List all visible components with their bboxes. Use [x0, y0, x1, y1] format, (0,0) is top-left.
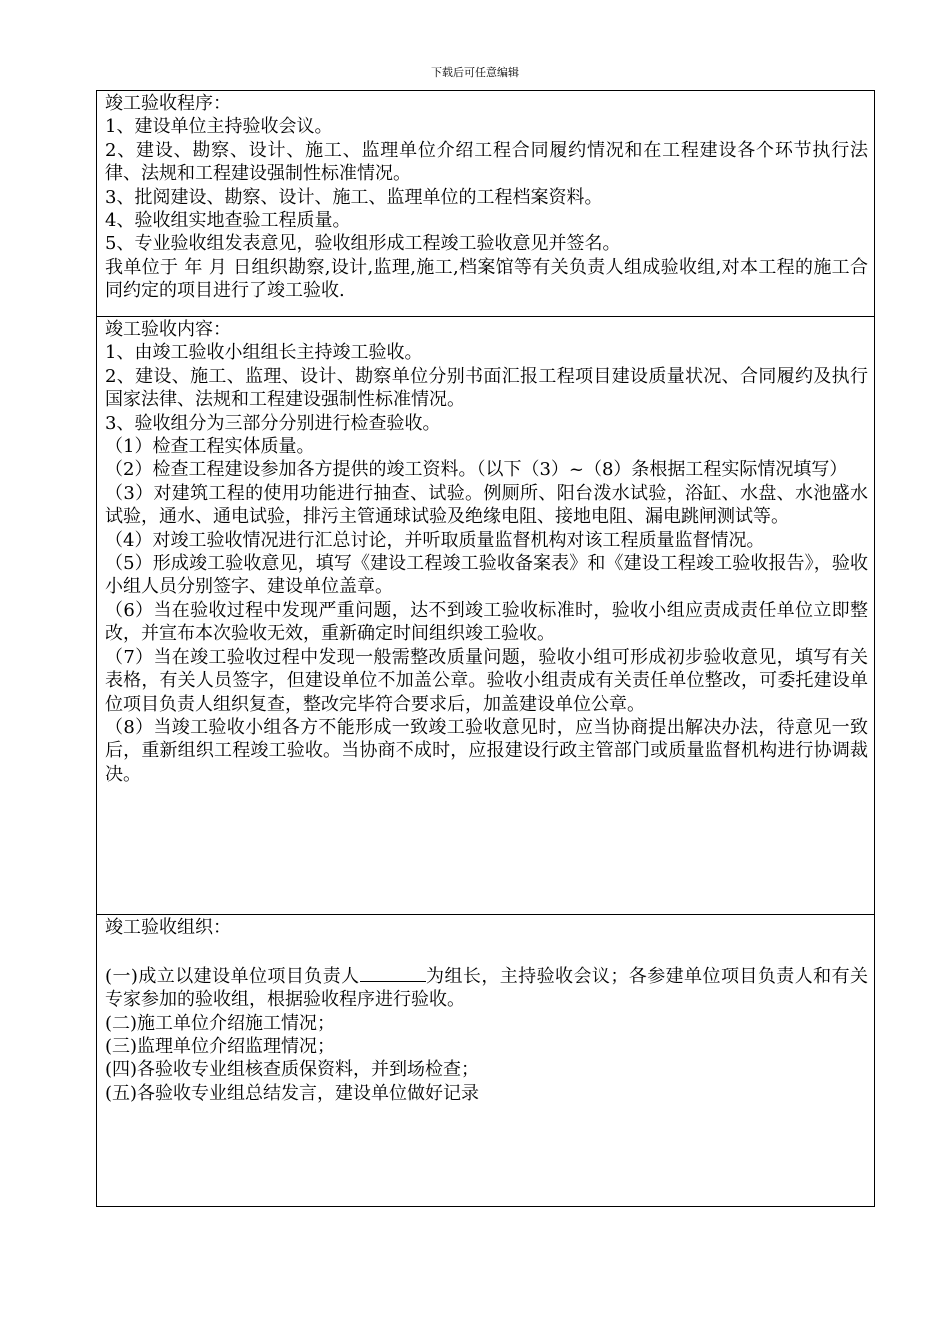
section-content: [97, 317, 874, 915]
organization-item: (四)各验收专业组核查质保资料，并到场检查；: [105, 1059, 480, 1081]
content-line: （4）对竣工验收情况进行汇总讨论，并听取质量监督机构对该工程质量监督情况。: [105, 529, 765, 551]
content-line: 2、建设、施工、监理、设计、勘察单位分别书面汇报工程项目建设质量状况、合同履约及执行国家法律、法规和工程建设强制性标准情况。: [105, 365, 868, 411]
content-line: 3、验收组分为三部分分别进行检查验收。: [105, 412, 441, 434]
content-line: 1、由竣工验收小组组长主持竣工验收。: [105, 342, 423, 364]
procedure-line: 2、建设、勘察、设计、施工、监理单位介绍工程合同履约情况和在工程建设各个环节执行法律、法规和工程建设强制性标准情况。: [105, 139, 868, 185]
organization-item: (三)监理单位介绍监理情况；: [105, 1036, 336, 1058]
content-line: （3）对建筑工程的使用功能进行抽查、试验。例厕所、阳台泼水试验，浴缸、水盘、水池盛水试验，通水、通电试验，排污主管通球试验及绝缘电阻、接地电阻、漏电跳闸测试等。: [105, 482, 868, 528]
content-line: （2）检查工程建设参加各方提供的竣工资料。（以下（3）~（8）条根据工程实际情况填写）: [105, 459, 848, 481]
section-title: 竣工验收内容：: [105, 319, 231, 340]
content-line: （1）检查工程实体质量。: [105, 436, 315, 458]
section-organization: [97, 915, 874, 1206]
blank-line: [105, 939, 868, 962]
section-title: 竣工验收程序：: [105, 93, 231, 114]
organization-item: (二)施工单位介绍施工情况；: [105, 1012, 336, 1034]
content-line: （8）当竣工验收小组各方不能形成一致竣工验收意见时，应当协商提出解决办法，待意见一致后，重新组织工程竣工验收。当协商不成时，应报建设行政主管部门或质量监督机构进行协调裁决。: [105, 716, 868, 785]
header-note: 下载后可任意编辑: [431, 66, 519, 79]
content-line: （5）形成竣工验收意见，填写《建设工程竣工验收备案表》和《建设工程竣工验收报告》，验收小组人员分别签字、建设单位盖章。: [105, 553, 868, 598]
organization-item-1-before: (一)成立以建设单位项目负责人: [105, 965, 360, 987]
procedure-line: 4、验收组实地查验工程质量。: [105, 210, 351, 232]
procedure-statement: 我单位于 年 月 日组织勘察,设计,监理,施工,档案馆等有关负责人组成验收组,对本工程的施工合同约定的项目进行了竣工验收.: [105, 256, 868, 302]
acceptance-table: [96, 90, 875, 1207]
organization-item: (五)各验收专业组总结发言，建设单位做好记录: [105, 1082, 480, 1104]
procedure-line: 1、建设单位主持验收会议。: [105, 116, 333, 138]
procedure-line: 3、批阅建设、勘察、设计、施工、监理单位的工程档案资料。: [105, 186, 603, 208]
organization-item-1: [105, 963, 868, 1012]
organization-item-1-after: 为组长，主持验收会议；各参建单位项目负责人和有关专家参加的验收组，根据验收程序进行验收。: [105, 965, 869, 1011]
section-title: 竣工验收组织：: [105, 917, 231, 938]
content-line: （6）当在验收过程中发现严重问题，达不到竣工验收标准时，验收小组应责成责任单位立即整改，并宣布本次验收无效，重新确定时间组织竣工验收。: [105, 599, 868, 645]
leader-name-blank[interactable]: [360, 963, 426, 982]
content-line: （7）当在竣工验收过程中发现一般需整改质量问题，验收小组可形成初步验收意见，填写有关表格，有关人员签字，但建设单位不加盖公章。验收小组责成有关责任单位整改，可委托建设单位项目负责人组织复查，整改完毕符合要求后，加盖建设单位公章。: [105, 646, 868, 715]
section-procedure: [97, 91, 874, 317]
procedure-line: 5、专业验收组发表意见，验收组形成工程竣工验收意见并签名。: [105, 233, 621, 255]
